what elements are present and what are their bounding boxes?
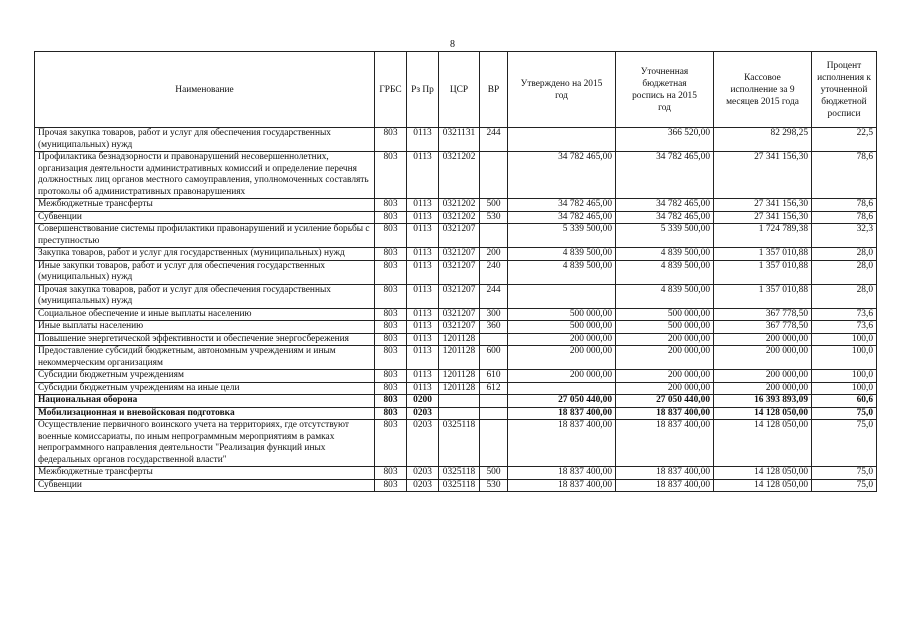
cell-percent: 75,0 — [812, 467, 877, 480]
cell-name: Повышение энергетической эффективности и обеспечение энергосбережения — [35, 333, 375, 346]
cell-rzpr: 0113 — [407, 248, 439, 261]
table-row — [35, 479, 877, 492]
cell-grbs: 803 — [375, 346, 407, 370]
cell-percent: 100,0 — [812, 333, 877, 346]
cell-approved: 200 000,00 — [508, 370, 616, 383]
cell-name: Профилактика безнадзорности и правонарушений несовершеннолетних, организация деятельности административных комиссий и определение перечня должностных лиц органов местного самоуправления, уполномоченных составлять протоколы об административных правонарушениях — [35, 152, 375, 199]
cell-csr: 0321207 — [439, 308, 480, 321]
cell-cash: 16 393 893,09 — [714, 395, 812, 408]
cell-approved: 27 050 440,00 — [508, 395, 616, 408]
table-header-row — [35, 52, 877, 128]
cell-grbs: 803 — [375, 420, 407, 467]
cell-grbs: 803 — [375, 260, 407, 284]
cell-csr: 0321207 — [439, 224, 480, 248]
cell-grbs: 803 — [375, 308, 407, 321]
cell-cash: 1 357 010,88 — [714, 260, 812, 284]
cell-csr: 1201128 — [439, 370, 480, 383]
cell-refined: 500 000,00 — [616, 321, 714, 334]
table-row — [35, 382, 877, 395]
cell-refined: 4 839 500,00 — [616, 284, 714, 308]
table-row — [35, 333, 877, 346]
cell-approved — [508, 128, 616, 152]
cell-vr — [480, 407, 508, 420]
cell-grbs: 803 — [375, 467, 407, 480]
cell-grbs: 803 — [375, 284, 407, 308]
cell-csr — [439, 395, 480, 408]
cell-rzpr: 0113 — [407, 152, 439, 199]
cell-grbs: 803 — [375, 152, 407, 199]
cell-grbs: 803 — [375, 382, 407, 395]
cell-cash: 14 128 050,00 — [714, 479, 812, 492]
cell-refined: 4 839 500,00 — [616, 248, 714, 261]
cell-name: Межбюджетные трансферты — [35, 199, 375, 212]
cell-refined: 27 050 440,00 — [616, 395, 714, 408]
cell-csr: 0325118 — [439, 420, 480, 467]
cell-vr: 244 — [480, 128, 508, 152]
cell-approved: 34 782 465,00 — [508, 152, 616, 199]
cell-vr: 530 — [480, 479, 508, 492]
cell-refined: 18 837 400,00 — [616, 420, 714, 467]
column-header-rzpr: Рз Пр — [407, 52, 439, 128]
cell-name: Социальное обеспечение и иные выплаты населению — [35, 308, 375, 321]
cell-percent: 73,6 — [812, 308, 877, 321]
table-row — [35, 308, 877, 321]
cell-name: Прочая закупка товаров, работ и услуг для обеспечения государственных (муниципальных) нужд — [35, 284, 375, 308]
cell-csr: 0321207 — [439, 248, 480, 261]
cell-refined: 200 000,00 — [616, 346, 714, 370]
cell-refined: 34 782 465,00 — [616, 211, 714, 224]
cell-grbs: 803 — [375, 321, 407, 334]
cell-percent: 100,0 — [812, 370, 877, 383]
cell-name: Предоставление субсидий бюджетным, автономным учреждениям и иным некоммерческим организациям — [35, 346, 375, 370]
cell-name: Иные закупки товаров, работ и услуг для обеспечения государственных (муниципальных) нужд — [35, 260, 375, 284]
cell-rzpr: 0203 — [407, 467, 439, 480]
cell-approved: 18 837 400,00 — [508, 467, 616, 480]
cell-csr: 0321207 — [439, 321, 480, 334]
table-row — [35, 284, 877, 308]
cell-approved: 34 782 465,00 — [508, 199, 616, 212]
cell-vr: 500 — [480, 467, 508, 480]
cell-vr: 360 — [480, 321, 508, 334]
table-row — [35, 260, 877, 284]
cell-vr: 240 — [480, 260, 508, 284]
cell-csr: 1201128 — [439, 346, 480, 370]
cell-percent: 22,5 — [812, 128, 877, 152]
cell-percent: 78,6 — [812, 152, 877, 199]
cell-vr: 530 — [480, 211, 508, 224]
cell-cash: 27 341 156,30 — [714, 152, 812, 199]
cell-vr: 610 — [480, 370, 508, 383]
cell-percent: 60,6 — [812, 395, 877, 408]
cell-grbs: 803 — [375, 211, 407, 224]
cell-refined: 5 339 500,00 — [616, 224, 714, 248]
cell-vr: 244 — [480, 284, 508, 308]
cell-csr: 0321202 — [439, 152, 480, 199]
cell-approved: 500 000,00 — [508, 321, 616, 334]
cell-csr: 1201128 — [439, 333, 480, 346]
cell-refined: 200 000,00 — [616, 370, 714, 383]
column-header-cash: Кассовое исполнение за 9 месяцев 2015 года — [714, 52, 812, 128]
column-header-grbs: ГРБС — [375, 52, 407, 128]
cell-refined: 18 837 400,00 — [616, 467, 714, 480]
cell-refined: 366 520,00 — [616, 128, 714, 152]
cell-cash: 27 341 156,30 — [714, 211, 812, 224]
cell-approved: 18 837 400,00 — [508, 407, 616, 420]
cell-rzpr: 0113 — [407, 370, 439, 383]
table-row — [35, 211, 877, 224]
cell-percent: 100,0 — [812, 346, 877, 370]
cell-vr: 200 — [480, 248, 508, 261]
cell-name: Субсидии бюджетным учреждениям на иные цели — [35, 382, 375, 395]
cell-csr: 1201128 — [439, 382, 480, 395]
cell-grbs: 803 — [375, 128, 407, 152]
cell-name: Совершенствование системы профилактики правонарушений и усиление борьбы с преступностью — [35, 224, 375, 248]
cell-percent: 75,0 — [812, 479, 877, 492]
cell-grbs: 803 — [375, 333, 407, 346]
table-row — [35, 467, 877, 480]
cell-rzpr: 0113 — [407, 284, 439, 308]
cell-approved — [508, 284, 616, 308]
cell-approved: 34 782 465,00 — [508, 211, 616, 224]
cell-name: Прочая закупка товаров, работ и услуг для обеспечения государственных (муниципальных) нужд — [35, 128, 375, 152]
cell-refined: 18 837 400,00 — [616, 407, 714, 420]
cell-cash: 14 128 050,00 — [714, 420, 812, 467]
cell-grbs: 803 — [375, 248, 407, 261]
cell-approved — [508, 382, 616, 395]
cell-cash: 27 341 156,30 — [714, 199, 812, 212]
cell-refined: 200 000,00 — [616, 333, 714, 346]
cell-refined: 34 782 465,00 — [616, 199, 714, 212]
table-body — [35, 128, 877, 492]
cell-vr: 612 — [480, 382, 508, 395]
cell-percent: 78,6 — [812, 211, 877, 224]
cell-vr — [480, 333, 508, 346]
cell-name: Осуществление первичного воинского учета на территориях, где отсутствуют военные комиссариаты, по иным непрограммным мероприятиям в рамках непрограммного направления деятельности "Реализация функций иных федеральных органов государственной власти" — [35, 420, 375, 467]
cell-cash: 200 000,00 — [714, 346, 812, 370]
cell-percent: 78,6 — [812, 199, 877, 212]
cell-rzpr: 0113 — [407, 224, 439, 248]
cell-refined: 34 782 465,00 — [616, 152, 714, 199]
page-number: 8 — [450, 39, 455, 50]
cell-vr — [480, 395, 508, 408]
cell-rzpr: 0113 — [407, 321, 439, 334]
table-row — [35, 128, 877, 152]
cell-rzpr: 0113 — [407, 333, 439, 346]
cell-vr: 500 — [480, 199, 508, 212]
table-row — [35, 224, 877, 248]
cell-csr: 0325118 — [439, 479, 480, 492]
cell-csr — [439, 407, 480, 420]
cell-csr: 0321131 — [439, 128, 480, 152]
cell-rzpr: 0203 — [407, 479, 439, 492]
table-row — [35, 370, 877, 383]
cell-vr: 600 — [480, 346, 508, 370]
cell-csr: 0321207 — [439, 260, 480, 284]
column-header-name: Наименование — [35, 52, 375, 128]
cell-rzpr: 0113 — [407, 382, 439, 395]
cell-approved: 4 839 500,00 — [508, 248, 616, 261]
cell-cash: 1 357 010,88 — [714, 284, 812, 308]
cell-approved: 200 000,00 — [508, 346, 616, 370]
cell-refined: 500 000,00 — [616, 308, 714, 321]
cell-cash: 200 000,00 — [714, 382, 812, 395]
cell-csr: 0321207 — [439, 284, 480, 308]
cell-name: Субсидии бюджетным учреждениям — [35, 370, 375, 383]
cell-rzpr: 0113 — [407, 346, 439, 370]
cell-name: Межбюджетные трансферты — [35, 467, 375, 480]
budget-table — [34, 51, 877, 492]
cell-cash: 367 778,50 — [714, 321, 812, 334]
cell-name: Национальная оборона — [35, 395, 375, 408]
cell-approved: 18 837 400,00 — [508, 479, 616, 492]
table-row — [35, 420, 877, 467]
cell-approved: 18 837 400,00 — [508, 420, 616, 467]
column-header-percent: Процент исполнения к уточненной бюджетной росписи — [812, 52, 877, 128]
cell-percent: 28,0 — [812, 248, 877, 261]
cell-cash: 1 724 789,38 — [714, 224, 812, 248]
table-row — [35, 346, 877, 370]
cell-grbs: 803 — [375, 395, 407, 408]
cell-approved: 500 000,00 — [508, 308, 616, 321]
cell-rzpr: 0203 — [407, 420, 439, 467]
column-header-vr: ВР — [480, 52, 508, 128]
cell-csr: 0321202 — [439, 199, 480, 212]
cell-refined: 18 837 400,00 — [616, 479, 714, 492]
cell-percent: 73,6 — [812, 321, 877, 334]
cell-rzpr: 0113 — [407, 260, 439, 284]
cell-approved: 4 839 500,00 — [508, 260, 616, 284]
cell-rzpr: 0203 — [407, 407, 439, 420]
cell-percent: 28,0 — [812, 284, 877, 308]
cell-cash: 1 357 010,88 — [714, 248, 812, 261]
cell-vr — [480, 152, 508, 199]
cell-cash: 200 000,00 — [714, 333, 812, 346]
column-header-approved: Утверждено на 2015 год — [508, 52, 616, 128]
cell-grbs: 803 — [375, 407, 407, 420]
cell-rzpr: 0113 — [407, 128, 439, 152]
cell-rzpr: 0113 — [407, 199, 439, 212]
cell-refined: 4 839 500,00 — [616, 260, 714, 284]
cell-vr: 300 — [480, 308, 508, 321]
cell-grbs: 803 — [375, 224, 407, 248]
cell-csr: 0321202 — [439, 211, 480, 224]
cell-cash: 200 000,00 — [714, 370, 812, 383]
cell-approved: 5 339 500,00 — [508, 224, 616, 248]
cell-vr — [480, 420, 508, 467]
cell-grbs: 803 — [375, 479, 407, 492]
cell-percent: 100,0 — [812, 382, 877, 395]
cell-cash: 82 298,25 — [714, 128, 812, 152]
cell-percent: 28,0 — [812, 260, 877, 284]
cell-name: Иные выплаты населению — [35, 321, 375, 334]
cell-percent: 32,3 — [812, 224, 877, 248]
column-header-refined: Уточненная бюджетная роспись на 2015 год — [616, 52, 714, 128]
table-row — [35, 199, 877, 212]
cell-grbs: 803 — [375, 199, 407, 212]
cell-name: Субвенции — [35, 479, 375, 492]
cell-name: Закупка товаров, работ и услуг для государственных (муниципальных) нужд — [35, 248, 375, 261]
table-row — [35, 321, 877, 334]
cell-csr: 0325118 — [439, 467, 480, 480]
cell-approved: 200 000,00 — [508, 333, 616, 346]
cell-rzpr: 0113 — [407, 211, 439, 224]
cell-percent: 75,0 — [812, 420, 877, 467]
table-row — [35, 152, 877, 199]
cell-rzpr: 0113 — [407, 308, 439, 321]
cell-cash: 367 778,50 — [714, 308, 812, 321]
table-row — [35, 395, 877, 408]
table-row — [35, 248, 877, 261]
column-header-csr: ЦСР — [439, 52, 480, 128]
cell-name: Субвенции — [35, 211, 375, 224]
cell-cash: 14 128 050,00 — [714, 467, 812, 480]
cell-vr — [480, 224, 508, 248]
cell-cash: 14 128 050,00 — [714, 407, 812, 420]
cell-refined: 200 000,00 — [616, 382, 714, 395]
cell-percent: 75,0 — [812, 407, 877, 420]
cell-rzpr: 0200 — [407, 395, 439, 408]
cell-name: Мобилизационная и вневойсковая подготовка — [35, 407, 375, 420]
table-row — [35, 407, 877, 420]
cell-grbs: 803 — [375, 370, 407, 383]
